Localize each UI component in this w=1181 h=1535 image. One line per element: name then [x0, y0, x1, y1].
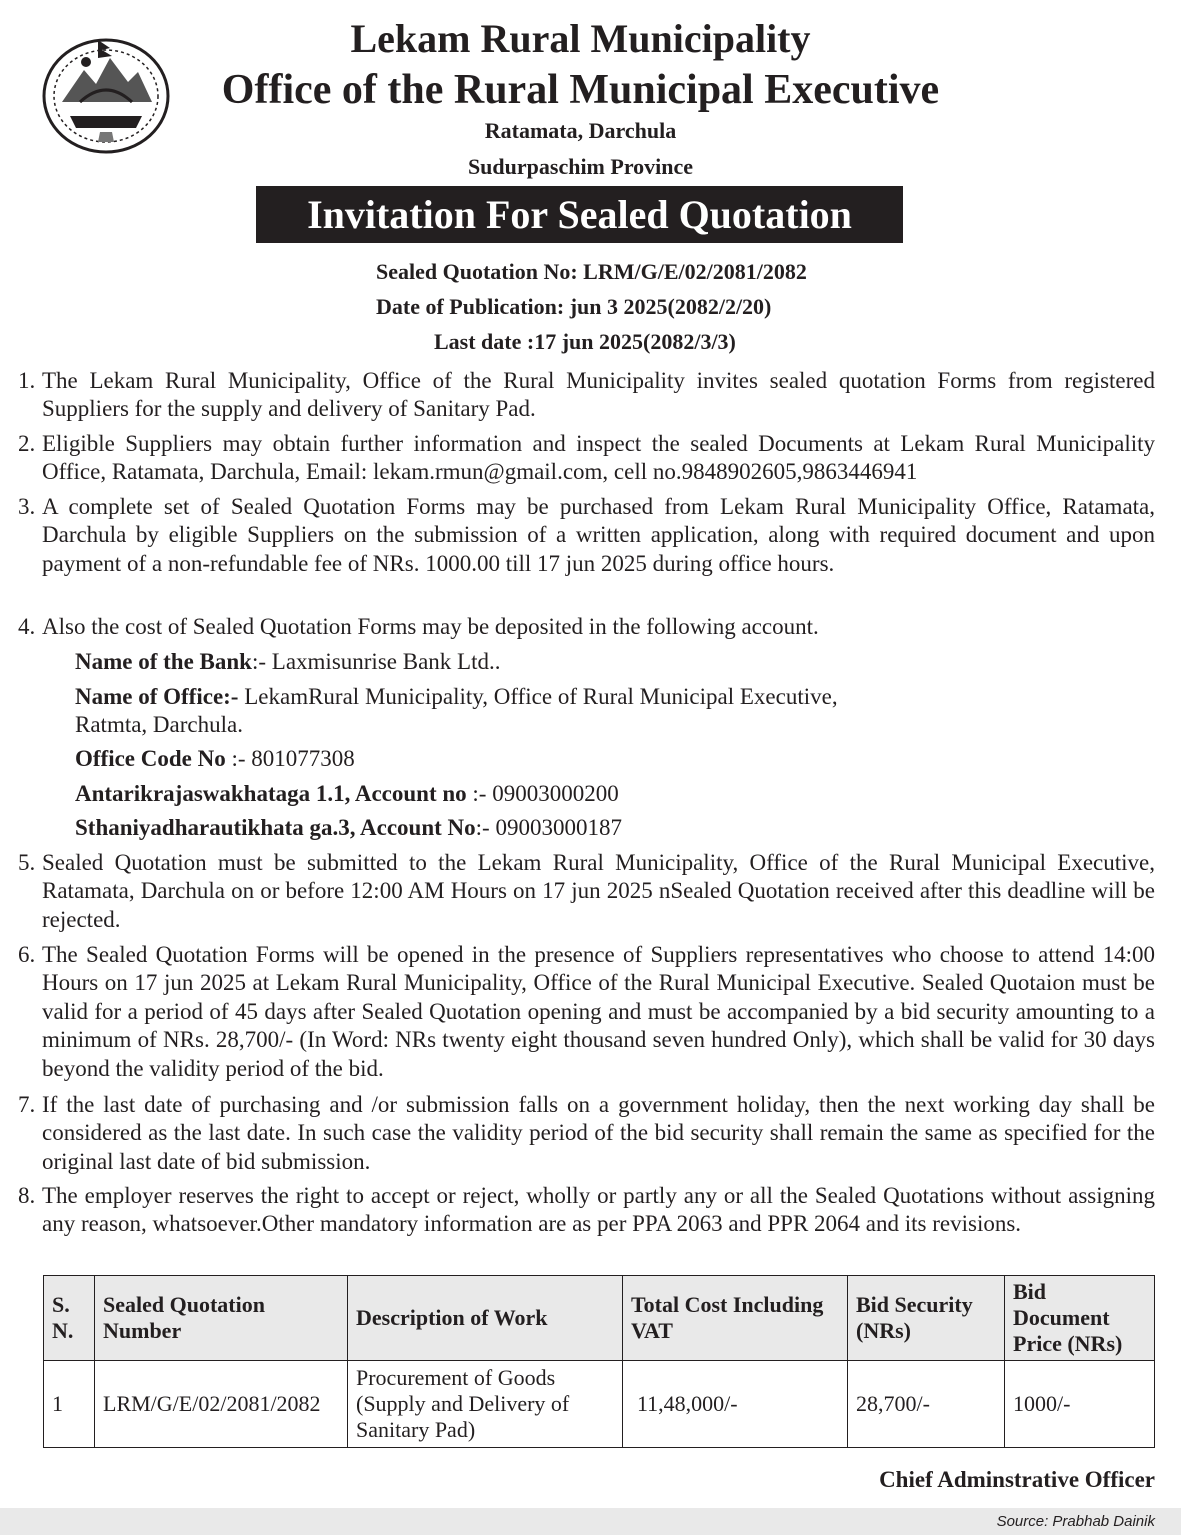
list-item: [18, 613, 1155, 641]
table-cell: 11,48,000/-: [623, 1361, 848, 1448]
office-name: Office of the Rural Municipal Executive: [221, 67, 940, 113]
table-cell: 1000/-: [1005, 1361, 1155, 1448]
column-header: Bid Document Price (NRs): [1005, 1276, 1155, 1361]
column-header: S. N.: [44, 1276, 95, 1361]
list-item: [18, 1182, 1155, 1239]
column-header: Description of Work: [348, 1276, 623, 1361]
signatory: Chief Adminstrative Officer: [879, 1467, 1155, 1492]
bank-label: Name of the Bank: [75, 649, 252, 674]
office-code-label: Office Code No: [75, 746, 226, 771]
list-item: [18, 849, 1155, 934]
quotation-table: [43, 1275, 1155, 1448]
source-bar: [0, 1508, 1181, 1535]
column-header: Bid Security (NRs): [848, 1276, 1005, 1361]
office-account-name: [75, 683, 838, 711]
account-1: [75, 780, 619, 808]
item-text: The Lekam Rural Municipality, Office of the Rural Municipality invites sealed quotation Forms from registered Suppliers for the supply and delivery of Sanitary Pad.: [42, 368, 1155, 422]
last-date: Last date :17 jun 2025(2082/3/3): [434, 329, 736, 354]
table-row: [44, 1361, 1155, 1448]
account-1-value: :- 09003000200: [466, 781, 619, 806]
item-number: 2.: [18, 431, 36, 456]
item-number: 3.: [18, 494, 36, 519]
office-code: [75, 745, 355, 773]
item-number: 8.: [18, 1183, 36, 1208]
list-item: [18, 430, 1155, 487]
item-text: The Sealed Quotation Forms will be opened in the presence of Suppliers representatives who choose to attend 14:00 Hours on 17 jun 2025 at Lekam Rural Municipality, Office of the Rural Municipal Executive. Sealed Quotaion must be valid for a period of 45 days after Sealed Quotation opening and must be accompanied by a bid security amounting to a minimum of NRs. 28,700/- (In Word: NRs twenty eight thousand seven hundred Only), which shall be valid for 30 days beyond the validity period of the bid.: [42, 942, 1155, 1081]
office-address: Ratamata, Darchula: [484, 118, 677, 143]
list-item: [18, 367, 1155, 424]
account-2-value: :- 09003000187: [475, 815, 622, 840]
item-text: Sealed Quotation must be submitted to the Lekam Rural Municipality, Office of the Rural Municipal Executive, Ratamata, Darchula on or before 12:00 AM Hours on 17 jun 2025 nSealed Quotation received after this deadline will be rejected.: [42, 850, 1155, 932]
item-text: If the last date of purchasing and /or submission falls on a government holiday, then the next working day shall be considered as the last date. In such case the validity period of the bid security shall remain the same as specified for the original last date of bid submission.: [42, 1092, 1155, 1174]
source-credit: Source: Prabhab Dainik: [996, 1513, 1155, 1530]
bank-name: [75, 648, 500, 676]
publication-date: Date of Publication: jun 3 2025(2082/2/20): [376, 294, 772, 319]
list-item: [18, 941, 1155, 1083]
account-2-label: Sthaniyadharautikhata ga.3, Account No: [75, 815, 476, 840]
account-1-label: Antarikrajaswakhataga 1.1, Account no: [75, 781, 467, 806]
table-cell: 1: [44, 1361, 95, 1448]
account-2: [75, 814, 622, 842]
item-number: 1.: [18, 368, 36, 393]
office-label: Name of Office:-: [75, 684, 239, 709]
table-header-row: [44, 1276, 1155, 1361]
column-header: Total Cost Including VAT: [623, 1276, 848, 1361]
item-number: 4.: [18, 614, 36, 639]
list-item: [18, 1091, 1155, 1176]
column-header: Sealed Quotation Number: [95, 1276, 348, 1361]
office-account-location: Ratmta, Darchula.: [75, 712, 243, 737]
table-cell: 28,700/-: [848, 1361, 1005, 1448]
office-code-value: :- 801077308: [225, 746, 355, 771]
list-item: [18, 493, 1155, 578]
notice-banner: Invitation For Sealed Quotation: [256, 186, 903, 243]
province-name: Sudurpaschim Province: [467, 154, 694, 179]
item-number: 5.: [18, 850, 36, 875]
quotation-number: Sealed Quotation No: LRM/G/E/02/2081/2082: [376, 259, 807, 284]
item-text: Eligible Suppliers may obtain further information and inspect the sealed Documents at Lekam Rural Municipality Office, Ratamata, Darchula, Email: lekam.rmun@gmail.com, cell no.9848902605,9863446941: [42, 431, 1155, 485]
item-number: 7.: [18, 1092, 36, 1117]
table-cell: Procurement of Goods (Supply and Delivery of Sanitary Pad): [348, 1361, 623, 1448]
item-text: A complete set of Sealed Quotation Forms may be purchased from Lekam Rural Municipality Office, Ratamata, Darchula by eligible Suppliers on the submission of a written application, along with required document and upon payment of a non-refundable fee of NRs. 1000.00 till 17 jun 2025 during office hours.: [42, 494, 1155, 576]
table-cell: LRM/G/E/02/2081/2082: [95, 1361, 348, 1448]
item-text: Also the cost of Sealed Quotation Forms may be deposited in the following account.: [42, 614, 819, 639]
office-value: LekamRural Municipality, Office of Rural Municipal Executive,: [238, 684, 838, 709]
item-number: 6.: [18, 942, 36, 967]
item-text: The employer reserves the right to accept or reject, wholly or partly any or all the Sealed Quotations without assigning any reason, whatsoever.Other mandatory information are as per PPA 2063 and PPR 2064 and its revisions.: [42, 1183, 1155, 1237]
municipality-name: Lekam Rural Municipality: [350, 16, 811, 61]
bank-value: :- Laxmisunrise Bank Ltd..: [251, 649, 501, 674]
